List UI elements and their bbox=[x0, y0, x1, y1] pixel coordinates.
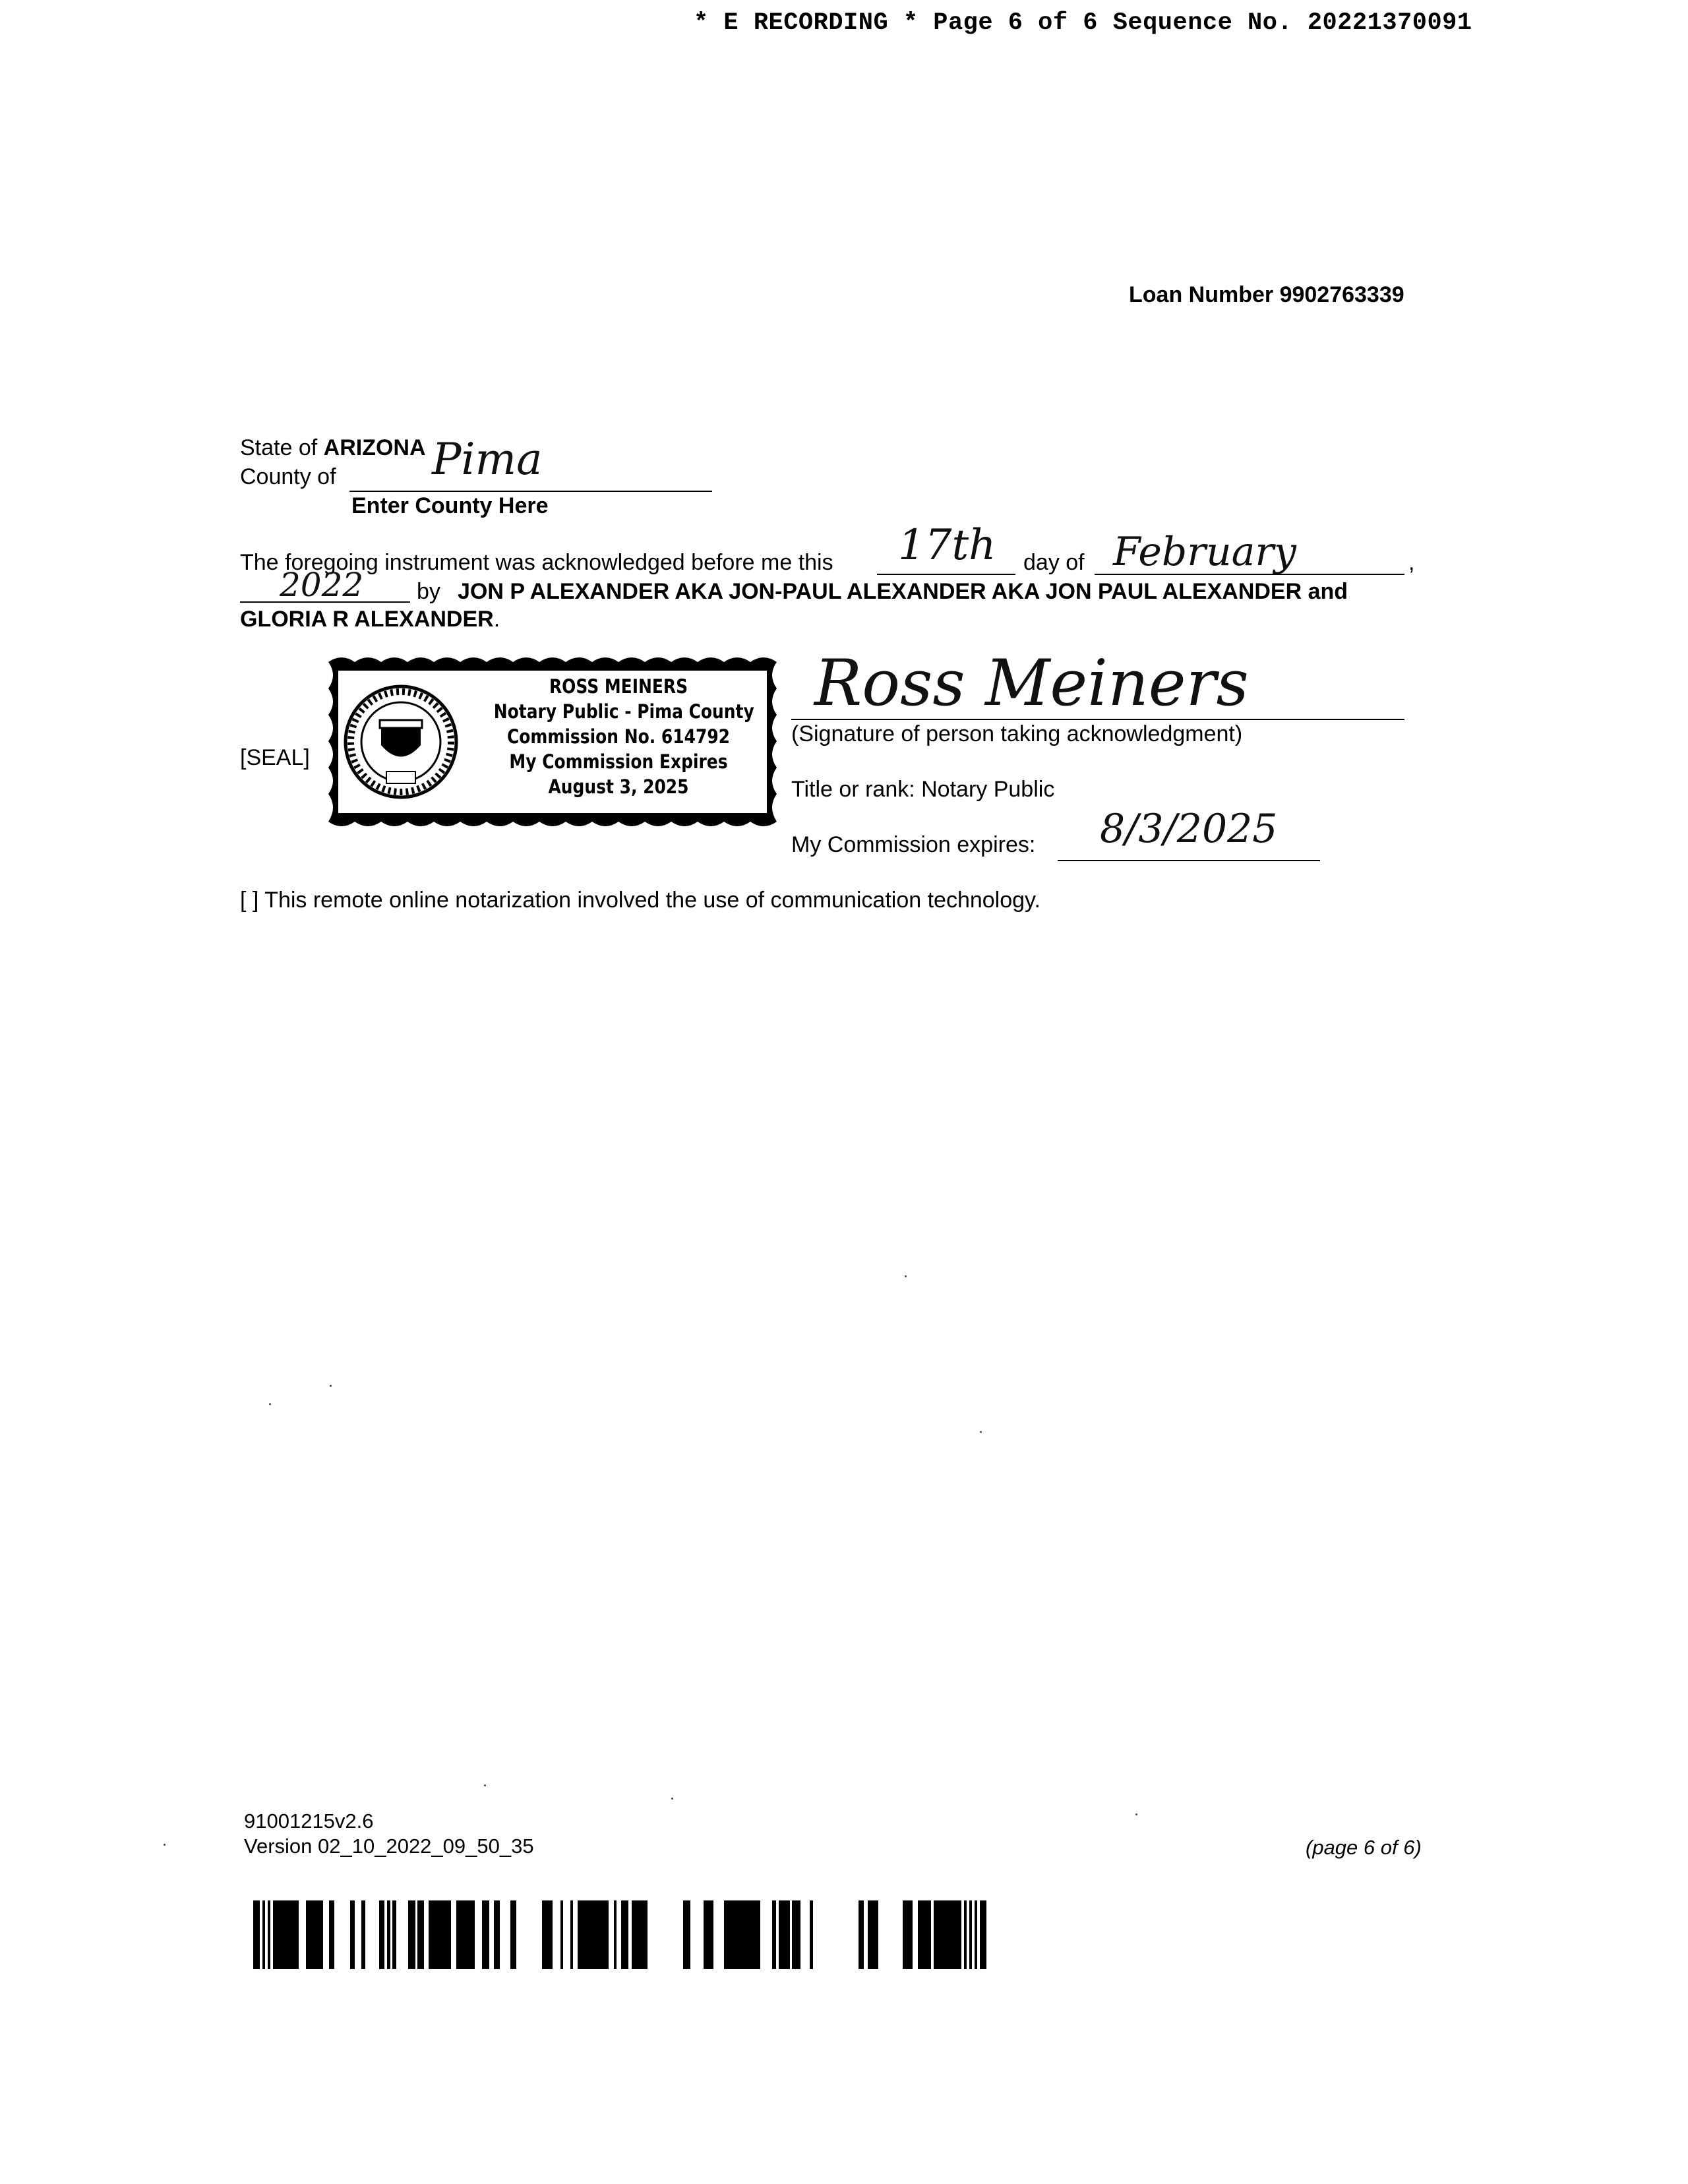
barcode-module bbox=[475, 1900, 482, 1969]
barcode-module bbox=[500, 1900, 507, 1969]
barcode-module bbox=[516, 1900, 524, 1969]
barcode-module bbox=[813, 1900, 819, 1969]
barcode-module bbox=[891, 1900, 898, 1969]
barcode-module bbox=[851, 1900, 855, 1969]
barcode-module bbox=[704, 1900, 710, 1969]
barcode-module bbox=[530, 1900, 537, 1969]
barcode-module bbox=[311, 1900, 316, 1969]
seal-label: [SEAL] bbox=[240, 745, 310, 770]
barcode-module bbox=[766, 1900, 772, 1969]
barcode-module bbox=[826, 1900, 833, 1969]
county-prefix: County of bbox=[240, 464, 336, 489]
barcode-module bbox=[846, 1900, 851, 1969]
barcode-module bbox=[280, 1900, 287, 1969]
form-id: 91001215v2.6 bbox=[244, 1809, 374, 1833]
barcode-module bbox=[898, 1900, 903, 1969]
signer-name-gloria: GLORIA R ALEXANDER bbox=[240, 607, 494, 632]
barcode-module bbox=[316, 1900, 323, 1969]
barcode-module bbox=[400, 1900, 405, 1969]
barcode-module bbox=[510, 1900, 516, 1969]
month-comma: , bbox=[1408, 550, 1415, 575]
scan-speck bbox=[269, 1403, 271, 1405]
page-indicator: (page 6 of 6) bbox=[1306, 1836, 1422, 1859]
barcode-module bbox=[617, 1900, 621, 1969]
scan-speck bbox=[330, 1385, 332, 1387]
barcode-module bbox=[662, 1900, 669, 1969]
barcode-module bbox=[760, 1900, 766, 1969]
barcode-module bbox=[943, 1900, 950, 1969]
barcode-module bbox=[555, 1900, 560, 1969]
signer-period: . bbox=[493, 607, 500, 632]
state-seal-icon bbox=[346, 686, 456, 797]
barcode-module bbox=[918, 1900, 924, 1969]
barcode-module bbox=[729, 1900, 736, 1969]
barcode-module bbox=[696, 1900, 704, 1969]
barcode-module bbox=[573, 1900, 578, 1969]
barcode-module bbox=[819, 1900, 826, 1969]
day-handwritten: 17th bbox=[898, 521, 996, 570]
barcode-module bbox=[469, 1900, 475, 1969]
day-underline bbox=[877, 574, 1015, 575]
barcode-module bbox=[585, 1900, 590, 1969]
stamp-notary-name: ROSS MEINERS bbox=[549, 675, 688, 698]
loan-number: Loan Number 9902763339 bbox=[1129, 282, 1404, 307]
signature-underline bbox=[791, 719, 1404, 720]
barcode-module bbox=[638, 1900, 644, 1969]
commission-expires-label: My Commission expires: bbox=[791, 832, 1036, 857]
month-handwritten: February bbox=[1113, 529, 1296, 575]
barcode-module bbox=[604, 1900, 609, 1969]
barcode-module bbox=[451, 1900, 456, 1969]
barcode-module bbox=[885, 1900, 891, 1969]
document-barcode bbox=[253, 1900, 998, 1969]
barcode-module bbox=[634, 1900, 638, 1969]
stamp-text-block bbox=[493, 674, 754, 799]
barcode-module bbox=[621, 1900, 628, 1969]
barcode-module bbox=[794, 1900, 800, 1969]
commission-expires-handwritten: 8/3/2025 bbox=[1100, 806, 1278, 852]
barcode-module bbox=[868, 1900, 875, 1969]
barcode-module bbox=[924, 1900, 929, 1969]
barcode-module bbox=[542, 1900, 549, 1969]
barcode-module bbox=[437, 1900, 444, 1969]
barcode-module bbox=[287, 1900, 293, 1969]
state-name: ARIZONA bbox=[323, 435, 426, 460]
barcode-module bbox=[537, 1900, 542, 1969]
barcode-module bbox=[913, 1900, 918, 1969]
signer-names-line2 bbox=[240, 607, 500, 632]
barcode-module bbox=[657, 1900, 662, 1969]
barcode-module bbox=[743, 1900, 748, 1969]
county-hint: Enter County Here bbox=[351, 493, 549, 518]
commission-underline bbox=[1058, 860, 1320, 861]
barcode-module bbox=[350, 1900, 355, 1969]
barcode-module bbox=[950, 1900, 955, 1969]
ack-text: The foregoing instrument was acknowledged before me this bbox=[240, 550, 833, 575]
barcode-module bbox=[424, 1900, 429, 1969]
signer-names-line1: JON P ALEXANDER AKA JON-PAUL ALEXANDER AKA JON PAUL ALEXANDER and bbox=[458, 579, 1348, 604]
barcode-module bbox=[372, 1900, 379, 1969]
barcode-module bbox=[718, 1900, 724, 1969]
barcode-module bbox=[253, 1900, 260, 1969]
barcode-module bbox=[590, 1900, 595, 1969]
barcode-module bbox=[800, 1900, 807, 1969]
barcode-module bbox=[494, 1900, 500, 1969]
barcode-module bbox=[955, 1900, 961, 1969]
recording-header: * E RECORDING * Page 6 of 6 Sequence No. 20221370091 bbox=[694, 9, 1472, 37]
scan-speck bbox=[980, 1431, 982, 1433]
state-line bbox=[240, 435, 426, 461]
barcode-module bbox=[683, 1900, 690, 1969]
barcode-module bbox=[736, 1900, 743, 1969]
scan-speck bbox=[164, 1844, 166, 1846]
title-rank: Title or rank: Notary Public bbox=[791, 777, 1055, 802]
barcode-module bbox=[355, 1900, 361, 1969]
barcode-module bbox=[524, 1900, 530, 1969]
barcode-module bbox=[299, 1900, 306, 1969]
barcode-module bbox=[878, 1900, 885, 1969]
barcode-module bbox=[609, 1900, 614, 1969]
barcode-module bbox=[748, 1900, 755, 1969]
stamp-commission-number: Commission No. 614792 bbox=[506, 725, 731, 748]
barcode-module bbox=[417, 1900, 424, 1969]
barcode-module bbox=[462, 1900, 469, 1969]
barcode-module bbox=[306, 1900, 311, 1969]
barcode-module bbox=[673, 1900, 679, 1969]
barcode-module bbox=[323, 1900, 329, 1969]
barcode-module bbox=[859, 1900, 864, 1969]
barcode-module bbox=[652, 1900, 657, 1969]
barcode-module bbox=[903, 1900, 909, 1969]
state-prefix: State of bbox=[240, 435, 318, 460]
barcode-module bbox=[936, 1900, 943, 1969]
signature-caption: (Signature of person taking acknowledgment) bbox=[791, 721, 1243, 746]
form-version: Version 02_10_2022_09_50_35 bbox=[244, 1835, 534, 1858]
year-handwritten: 2022 bbox=[280, 566, 364, 604]
barcode-module bbox=[599, 1900, 604, 1969]
stamp-expires-label: My Commission Expires bbox=[509, 750, 728, 773]
barcode-module bbox=[408, 1900, 413, 1969]
barcode-module bbox=[365, 1900, 370, 1969]
barcode-module bbox=[783, 1900, 790, 1969]
barcode-module bbox=[779, 1900, 783, 1969]
barcode-module bbox=[446, 1900, 451, 1969]
barcode-module bbox=[482, 1900, 487, 1969]
day-of-label: day of bbox=[1023, 550, 1085, 575]
barcode-module bbox=[980, 1900, 986, 1969]
stamp-title: Notary Public - Pima County bbox=[493, 700, 754, 723]
scan-speck bbox=[671, 1798, 673, 1800]
barcode-module bbox=[690, 1900, 696, 1969]
county-underline bbox=[349, 491, 712, 492]
barcode-module bbox=[273, 1900, 280, 1969]
by-label: by bbox=[417, 579, 440, 604]
county-handwritten: Pima bbox=[432, 434, 543, 485]
barcode-module bbox=[724, 1900, 729, 1969]
barcode-module bbox=[340, 1900, 346, 1969]
barcode-module bbox=[379, 1900, 384, 1969]
barcode-module bbox=[432, 1900, 437, 1969]
barcode-module bbox=[329, 1900, 334, 1969]
barcode-module bbox=[713, 1900, 718, 1969]
stamp-expires-date: August 3, 2025 bbox=[548, 775, 689, 798]
notary-signature: Ross Meiners bbox=[814, 646, 1249, 720]
scan-speck bbox=[484, 1784, 486, 1786]
scan-speck bbox=[1135, 1813, 1137, 1815]
remote-notarization-notice: [ ] This remote online notarization involved the use of communication technology. bbox=[240, 888, 1040, 913]
barcode-module bbox=[835, 1900, 842, 1969]
scan-speck bbox=[905, 1275, 907, 1277]
